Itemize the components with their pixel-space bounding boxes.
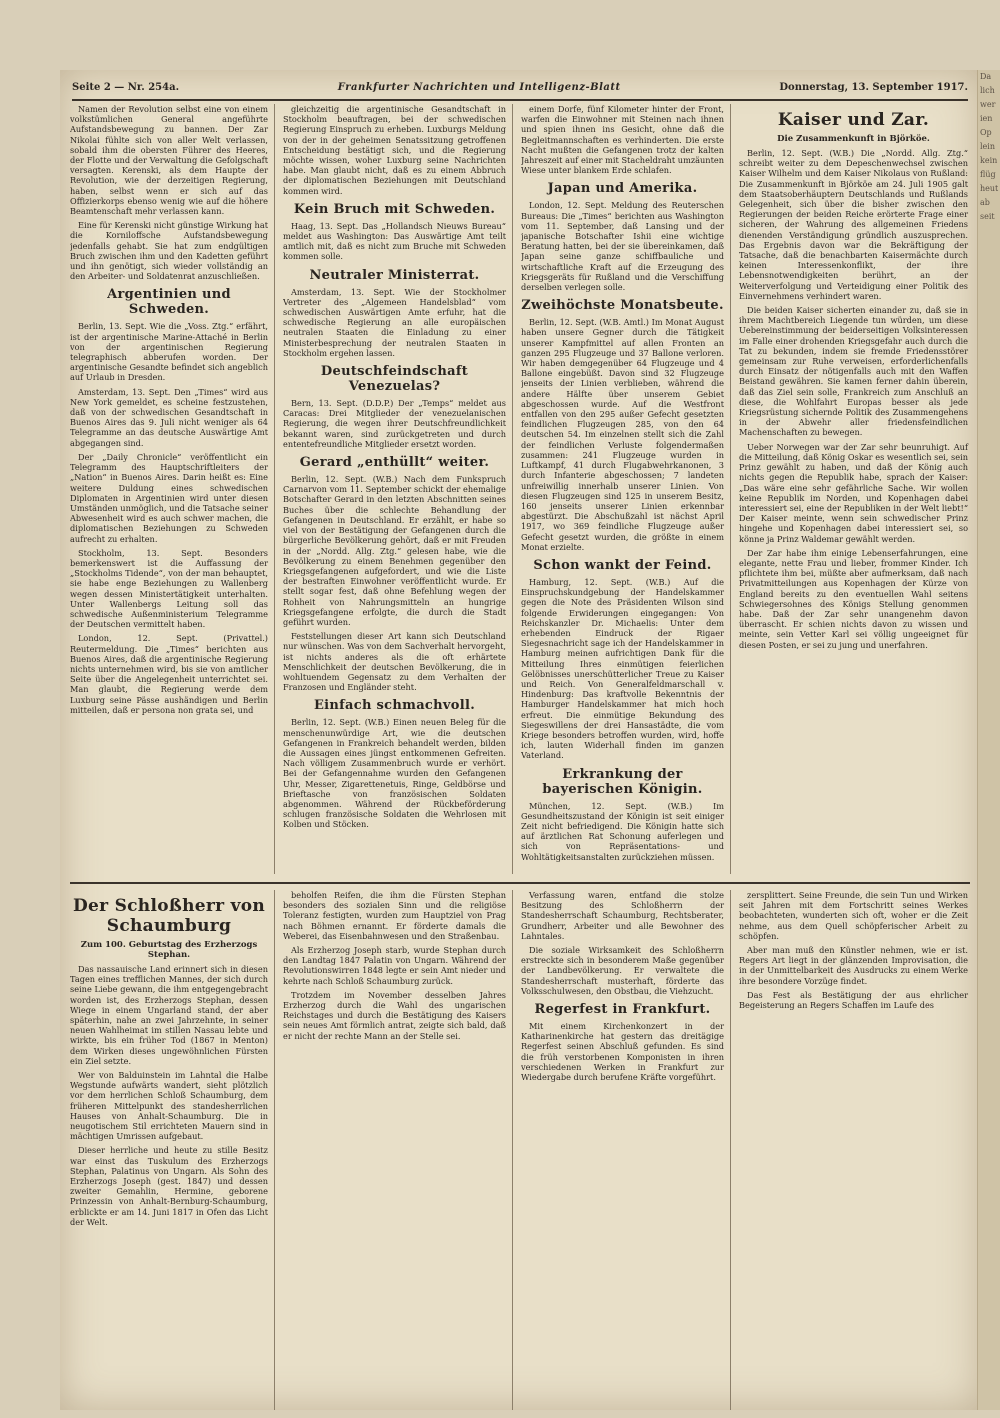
edge-fragment: Da — [980, 72, 992, 81]
article-text: gleichzeitig die argentinische Gesandtschaft in Stockholm beauftragen, bei der schwedischen Regierung Einspruch zu erheben. Luxburgs Meldung von der in der geheimen Senatssitzung getroffenen Entscheidung bestätigt sich, und die Regierung möchte wissen, woher Luxburg seine Nachrichten habe. Man glaubt nicht, daß es zu einem Abbruch der diplomatischen Beziehungen mit Deutschland kommen wird. — [283, 104, 506, 196]
article-text: zersplittert. Seine Freunde, die sein Tun und Wirken seit Jahren mit dem Fortschritt seines Werkes beobachteten, wunderten sich oft, woher er die Zeit nehme, aus dem Quell schöpferischer Arbeit zu schöpfen. — [739, 890, 968, 941]
article-text: Die soziale Wirksamkeit des Schloßherrn erstreckte sich in besonderem Maße gegenüber der Landbevölkerung. Er verwaltete die Standesherrschaft musterhaft, förderte das Volksschulwesen, den Obstbau, die Viehzucht. — [521, 945, 724, 996]
article-text: Wer von Balduinstein im Lahntal die Halbe Wegstunde aufwärts wandert, sieht plötzlich vor dem herrlichen Schloß Schaumburg, dem früheren Mittelpunkt des standesherrlichen Hauses von Anhalt-Schaumburg. Die in neugotischem Stil errichteten Mauern sind in mächtigen Umrissen aufgebaut. — [70, 1070, 268, 1142]
headline-schmachvoll: Einfach schmachvoll. — [313, 698, 476, 714]
article-text: München, 12. Sept. (W.B.) Im Gesundheitszustand der Königin ist seit einiger Zeit nicht befriedigend. Die Königin hatte sich auf ärztlichen Rat Schonung auferlegen und sich von Repräsentations- und Wohltätigkeitsanstalten zurückziehen müssen. — [521, 800, 724, 862]
edge-fragment: heut — [980, 184, 999, 193]
issue-date: Donnerstag, 13. September 1917. — [779, 81, 968, 93]
bottom-column-1 — [70, 890, 275, 1410]
article-text: London, 12. Sept. (Privattel.) Reutermeldung. Die „Times“ berichten aus Buenos Aires, daß die argentinische Regierung nichts unternehmen wird, bis sie von amtlicher Seite über die Angelegenheit unterrichtet sei. Man glaubt, die Regierung werde dem Luxburg seine Pässe aushändigen und Berlin mitteilen, daß er persona non grata sei, und — [70, 633, 268, 715]
edge-fragment: lich — [980, 86, 995, 95]
headline-monatsbeute: Zweihöchste Monatsbeute. — [521, 298, 724, 314]
headline-feind: Schon wankt der Feind. — [533, 557, 712, 573]
article-text: Namen der Revolution selbst eine von einem volkstümlichen General angeführte Aufstandsbewegung zu bannen. Der Zar Nikolai fühlte sich von aller Welt verlassen, sobald ihm die obersten Führer des Heeres, der Flotte und der Verwaltung die Gefolgschaft versagten. Kerenski, als dem Haupte der Revolution, wie der derzeitigen Regierung, haben, selbst wenn er sich auf das Offizierkorps ebenso wenig wie auf die höhere Beamtenschaft mehr verlassen kann. — [70, 104, 268, 217]
headline-argentinien: Argentinien und Schweden. — [107, 287, 231, 318]
article-text: Berlin, 13. Sept. Wie die „Voss. Ztg.“ erfährt, ist der argentinische Marine-Attaché in Berlin von der argentinischen Regierung telegraphisch abberufen worden. Der argentinische Gesandte befindet sich angeblich auf Urlaub in Dresden. — [70, 321, 268, 383]
article-text: Das nassauische Land erinnert sich in diesen Tagen eines trefflichen Mannes, der sich durch seine Liebe gewann, die ihm entgegengebracht worden ist, des Erzherzogs Stephan, dessen Wiege in einem Ungarland stand, der aber späterhin, nahe an zwei Jahrzehnte, in seiner neuen Wahlheimat im stillen Nassau lebte und wirkte, bis ein früher Tod (1867 in Menton) dem Wirken dieses ungewöhnlichen Fürsten ein Ziel setzte. — [70, 964, 268, 1066]
headline-schaumburg: Der Schloßherr von Schaumburg — [72, 896, 266, 936]
article-text: Hamburg, 12. Sept. (W.B.) Auf die Einspruchskundgebung der Handelskammer gegen die Note des Präsidenten Wilson sind folgende Erwiderungen eingegangen: Von Reichskanzler Dr. Michaelis: Unter dem erhebenden Eindruck der Rigaer Siegesnachricht sage ich der Handelskammer in Hamburg meinen aufrichtigen Dank für die Mitteilung Ihres einmütigen feierlichen Gelöbnisses unerschütterlicher Treue zu Kaiser und Reich. Von Generalfeldmarschall v. Hindenburg: Das kraftvolle Bekenntnis der Hamburger Handelskammer hat mich hoch erfreut. Die einmütige Bekundung des Siegeswillens der drei Hansastädte, die vom Kriege besonders betroffen wurden, wird, hoffe ich, lauten Widerhall finden im ganzen Vaterland. — [521, 576, 724, 761]
article-text: Die beiden Kaiser sicherten einander zu, daß sie in ihrem Machtbereich Liegende tun würden, um diese Uebereinstimmung der beiderseitigen Volksinteressen im Falle einer drohenden Kriegsgefahr auch durch die Tat zu bekunden, indem sie fremde Friedensstörer gemeinsam zur Ruhe verweisen, erforderlichenfalls durch Einsatz der nötigenfalls auch mit den Waffen Beistand gewähren. Sie kamen ferner dahin überein, daß das Ziel sein solle, Frankreich zum Anschluß an diese, die Wohlfahrt Europas besser als jede Kriegsrüstung sichernde Politik des Zusammengehens in der Abwehr aller friedensfeindlichen Machenschaften zu bewegen. — [739, 305, 968, 438]
article-text: Bern, 13. Sept. (D.D.P.) Der „Temps“ meldet aus Caracas: Drei Mitglieder der venezuelanischen Regierung, die wegen ihrer Deutschfreundlichkeit bekannt waren, sind zurückgetreten und durch ententefreundliche Mitglieder ersetzt worden. — [283, 398, 506, 449]
article-text: Das Fest als Bestätigung der aus ehrlicher Begeisterung an Regers Schaffen im Laufe des — [739, 989, 968, 1011]
article-text: Haag, 13. Sept. Das „Hollandsch Nieuws Bureau“ meldet aus Washington: Das Auswärtige Amt teilt amtlich mit, daß es nicht zum Bruche mit Schweden kommen solle. — [283, 220, 506, 262]
masthead-title: Frankfurter Nachrichten und Intelligenz-Blatt — [337, 81, 621, 93]
page-header — [72, 78, 968, 101]
edge-fragment: wer — [980, 100, 996, 109]
edge-fragment: seit — [980, 212, 995, 221]
headline-gerard: Gerard „enthüllt“ weiter. — [299, 455, 490, 471]
article-text: Feststellungen dieser Art kann sich Deutschland nur wünschen. Was von dem Sachverhalt hervorgeht, ist nichts anderes als die oft erhärtete Menschlichkeit der deutschen Bevölkerung, die in wohltuendem Gegensatz zu dem Verhalten der Franzosen und Engländer steht. — [283, 631, 506, 693]
column-2 — [283, 104, 513, 874]
headline-japan: Japan und Amerika. — [547, 181, 698, 197]
headline-koenigin: Erkrankung der bayerischen Königin. — [542, 766, 703, 797]
bottom-column-2 — [283, 890, 513, 1410]
edge-fragment: Op — [980, 128, 992, 137]
article-text: beholfen Reifen, die ihm die Fürsten Stephan besonders des sozialen Sinn und die religiöse Toleranz festigten, wurden zum Hauptziel von Prag nach Böhmen ernannt. Er förderte damals die Weberei, das Eisenbahnwesen und den Straßenbau. — [283, 890, 506, 941]
adjacent-page-edge — [977, 70, 1000, 1410]
edge-fragment: kein — [980, 156, 998, 165]
top-columns — [70, 104, 970, 874]
page-number: Seite 2 — Nr. 254a. — [72, 81, 180, 93]
newspaper-page — [60, 70, 980, 1410]
article-text: Aber man muß den Künstler nehmen, wie er ist. Regers Art liegt in der glänzenden Improvisation, die in der Unmittelbarkeit des Ausdrucks zu einem Werke ihre besondere Vorzüge findet. — [739, 945, 968, 986]
article-text: Stockholm, 13. Sept. Besonders bemerkenswert ist die Auffassung der „Stockholms Tidende“, von der man behauptet, sie habe enge Beziehungen zu Wallenberg wegen dessen Ministertätigkeit unterhalten. Unter Wallenbergs Leitung soll das schwedische Außenministerium Telegramme der Deutschen vermittelt haben. — [70, 547, 268, 630]
article-text: Dieser herrliche und heute zu stille Besitz war einst das Tuskulum des Erzherzogs Stephan, Palatinus von Ungarn. Als Sohn des Erzherzogs Joseph (gest. 1847) und dessen zweiter Gemahlin, Hermine, geborene Prinzessin von Anhalt-Bernburg-Schaumburg, erblickte er am 14. Juni 1817 in Ofen das Licht der Welt. — [70, 1145, 268, 1227]
article-text: Trotzdem im November desselben Jahres Erzherzog durch die Wahl des ungarischen Reichstages und durch die Bestätigung des Kaisers sein neues Amt förmlich antrat, zeigte sich bald, daß er nicht der rechte Mann an der Stelle sei. — [283, 989, 506, 1041]
bottom-column-4 — [739, 890, 974, 1410]
article-text: einem Dorfe, fünf Kilometer hinter der Front, warfen die Einwohner mit Steinen nach ihnen und spien ihnen ins Gesicht, ohne daß die Begleitmannschaften es verhinderten. Die erste Nacht mußten die Gefangenen trotz der kalten Jahreszeit auf einer mit Stacheldraht umzäunten Wiese unter blankem Erde schlafen. — [521, 104, 724, 176]
edge-fragment: ien — [980, 114, 993, 123]
headline-kaiser-zar: Kaiser und Zar. — [777, 110, 930, 130]
bottom-column-3 — [521, 890, 731, 1410]
column-3 — [521, 104, 731, 874]
subheadline: Zum 100. Geburtstag des Erzherzogs Stephan. — [80, 940, 258, 960]
headline-ministerrat: Neutraler Ministerrat. — [309, 267, 480, 283]
article-text: Berlin, 12. Sept. (W.B. Amtl.) Im Monat August haben unsere Gegner durch die Tätigkeit unserer Kampfmittel auf allen Fronten an ganzen 295 Flugzeuge und 37 Ballone verloren. Wir haben demgegenüber 64 Flugzeuge und 4 Ballone eingebüßt. Davon sind 32 Flugzeuge jenseits der Linien verblieben, während die andere Hälfte über unserem Gebiet abgeschossen wurde. Auf die Westfront entfallen von den 295 außer Gefecht gesetzten feindlichen Flugzeugen 285, von den 64 deutschen 54. Im einzelnen stellt sich die Zahl der feindlichen Verluste folgendermaßen zusammen: 241 Flugzeuge wurden in Luftkampf, 41 durch Flugabwehrkanonen, 3 durch Infanterie abgeschossen; 7 landeten unfreiwillig innerhalb unserer Linien. Von diesen Flugzeugen sind 125 in unserem Besitz, 160 jenseits unserer Linien erkennbar abgestürzt. Die Abschußzahl ist nächst April 1917, wo 369 feindliche Flugzeuge außer Gefecht gesetzt wurden, die größte in einem Monat erzielte. — [521, 317, 724, 552]
article-text: Mit einem Kirchenkonzert in der Katharinenkirche hat gestern das dreitägige Regerfest seinen Abschluß gefunden. Es sind die früh verstorbenen Komponisten in ihren verschiedenen Werken in Frankfurt zur Wiedergabe durch berufene Kräfte vorgeführt. — [521, 1021, 724, 1083]
article-text: Berlin, 12. Sept. (W.B.) Die „Nordd. Allg. Ztg.“ schreibt weiter zu dem Depeschenwechsel zwischen Kaiser Wilhelm und dem Kaiser Nikolaus von Rußland: Die Zusammenkunft in Björköe am 24. Juli 1905 galt dem Staatsoberhäuptern Deutschlands und Rußlands Gelegenheit, sich über die bisher zwischen den Regierungen der beiden Reiche erörterte Frage einer sicheren, der Wahrung des allgemeinen Friedens dienenden Verständigung gründlich auszusprechen. Das Ergebnis davon war die Bekräftigung der Tatsache, daß die benachbarten Kaisermächte durch keinen Interessenkonflikt, der ihre Lebensnotwendigkeiten berührt, an der Weiterverfolgung und Verteidigung einer Politik des Einvernehmens verhindert waren. — [739, 148, 968, 301]
article-text: Der Zar habe ihm einige Lebenserfahrungen, eine elegante, nette Frau und lieber, frommer Kinder. Ich pflichtete ihm bei, müßte aber aufmerksam, daß nach Privatmitteilungen aus Kopenhagen der Kürze von England bereits zu den eventuellen Wahl seitens Schwiegersohnes des Königs Stellung genommen habe. Daß der Zar sehr unangenehm davon überrascht. Er schien nichts davon zu wissen und meinte, sein Vetter Karl sei völlig ungeeignet für diesen Posten, er sei zu jung und unerfahren. — [739, 547, 968, 650]
article-text: Eine für Kerenski nicht günstige Wirkung hat die Korniloffsche Aufstandsbewegung jedenfalls gehabt. Sie hat zum endgültigen Bruch zwischen ihm und den Kadetten geführt und ihn genötigt, sich wieder vollständig an den Arbeiter- und Soldatenrat anzuschließen. — [70, 220, 268, 282]
article-text: Der „Daily Chronicle“ veröffentlicht ein Telegramm des Hauptschriftleiters der „Nation“ in Buenos Aires. Darin heißt es: Eine weitere Duldung eines schwedischen Diplomaten in Argentinien wird unter diesen Umständen unmöglich, und die Tatsache seiner Abwesenheit wird es auch schwer machen, die diplomatischen Beziehungen zu Schweden aufrecht zu erhalten. — [70, 451, 268, 544]
edge-fragment: flüg — [980, 170, 996, 179]
article-text: Amsterdam, 13. Sept. Den „Times“ wird aus New York gemeldet, es scheine festzustehen, daß von der schwedischen Gesandtschaft in Buenos Aires das 9. Juli nicht weniger als 64 Telegramme an das deutsche Auswärtige Amt abgegangen sind. — [70, 386, 268, 448]
subheadline: Die Zusammenkunft in Björköe. — [777, 134, 930, 144]
article-text: Ueber Norwegen war der Zar sehr beunruhigt. Auf die Mitteilung, daß König Oskar es wesentlich sei, sein Prinz gewählt zu haben, und daß der König auch nichts gegen die Republik habe, sprach der Kaiser: „Das wäre eine sehr gefährliche Sache. Wir wollen keine Republik im Norden, und Kopenhagen dabei interessiert sei, eine der Republiken in der Welt liebt!“ Der Kaiser meinte, wenn sein schwedischer Prinz hingehe und Kopenhagen dabei interessiert sei, so könne ja Prinz Waldemar gewählt werden. — [739, 441, 968, 544]
article-text: Amsterdam, 13. Sept. Wie der Stockholmer Vertreter des „Algemeen Handelsblad“ vom schwedischen Auswärtigen Amte erfuhr, hat die schwedische Regierung an alle europäischen neutralen Staaten die Einladung zu einer Ministerbesprechung der neutralen Staaten in Stockholm ergehen lassen. — [283, 286, 506, 358]
article-text: Verfassung waren, entfand die stolze Besitzung des Schloßherrn der Standesherrschaft Schaumburg, Rechtsberater, Grundherr, Arbeiter und alle Bewohner des Lahntales. — [521, 890, 724, 941]
bottom-columns — [70, 882, 970, 1410]
edge-fragment: lein — [980, 142, 996, 151]
article-text: Als Erzherzog Joseph starb, wurde Stephan durch den Landtag 1847 Palatin von Ungarn. Während der Revolutionswirren 1848 legte er sein Amt nieder und kehrte nach Schloß Schaumburg zurück. — [283, 945, 506, 986]
edge-fragment: ab — [980, 198, 990, 207]
article-text: London, 12. Sept. Meldung des Reuterschen Bureaus: Die „Times“ berichten aus Washington vom 11. September, daß Lansing und der japanische Botschafter Ishii eine wichtige Beratung hatten, bei der sie übereinkamen, daß Japan seine ganze schiffbauliche und wirtschaftliche Kraft auf die Erzeugung des Kriegsgeräts für Rußland und die Verschiffung derselben verlegen solle. — [521, 200, 724, 293]
column-4 — [739, 104, 974, 874]
column-1 — [70, 104, 275, 874]
headline-regerfest: Regerfest in Frankfurt. — [534, 1002, 711, 1018]
article-text: Berlin, 12. Sept. (W.B.) Nach dem Funkspruch Carnarvon vom 11. September schickt der ehemalige Botschafter Gerard in den letzten Abschnitten seines Buches über die schlechte Behandlung der Gefangenen in Deutschland. Er erzählt, er habe so viel von der Bestätigung der Gefangenen durch die bürgerliche Bevölkerung gehört, daß er mit Freuden in der „Nordd. Allg. Ztg.“ gelesen habe, wie die Bevölkerung zu einem Benehmen gegenüber den Kriegsgefangenen aufgefordert, und wie die Liste der bestraften Einwohner veröffentlicht wurde. Er stellt sogar fest, daß ohne Befehlung wegen der Rohheit von Nahrungsmitteln an hungrige Kriegsgefangene erfolgte, die durch die Stadt geführt wurden. — [283, 474, 506, 627]
headline-kein-bruch: Kein Bruch mit Schweden. — [293, 201, 496, 217]
article-text: Berlin, 12. Sept. (W.B.) Einen neuen Beleg für die menschenunwürdige Art, wie die deutschen Gefangenen in Frankreich behandelt werden, bilden die Aussagen eines jüngst entkommenen Gefreiten. Nach völligem Zusammenbruch wurde er verhört. Bei der Gefangennahme wurden den Gefangenen Uhr, Messer, Zigarettenetuis, Ringe, Geldbörse und Brieftasche von französischen Soldaten abgenommen. Während der Rückbeförderung schlugen französische Soldaten die Wehrlosen mit Kolben und Stöcken. — [283, 717, 506, 830]
headline-venezuela: Deutschfeindschaft Venezuelas? — [320, 364, 469, 395]
